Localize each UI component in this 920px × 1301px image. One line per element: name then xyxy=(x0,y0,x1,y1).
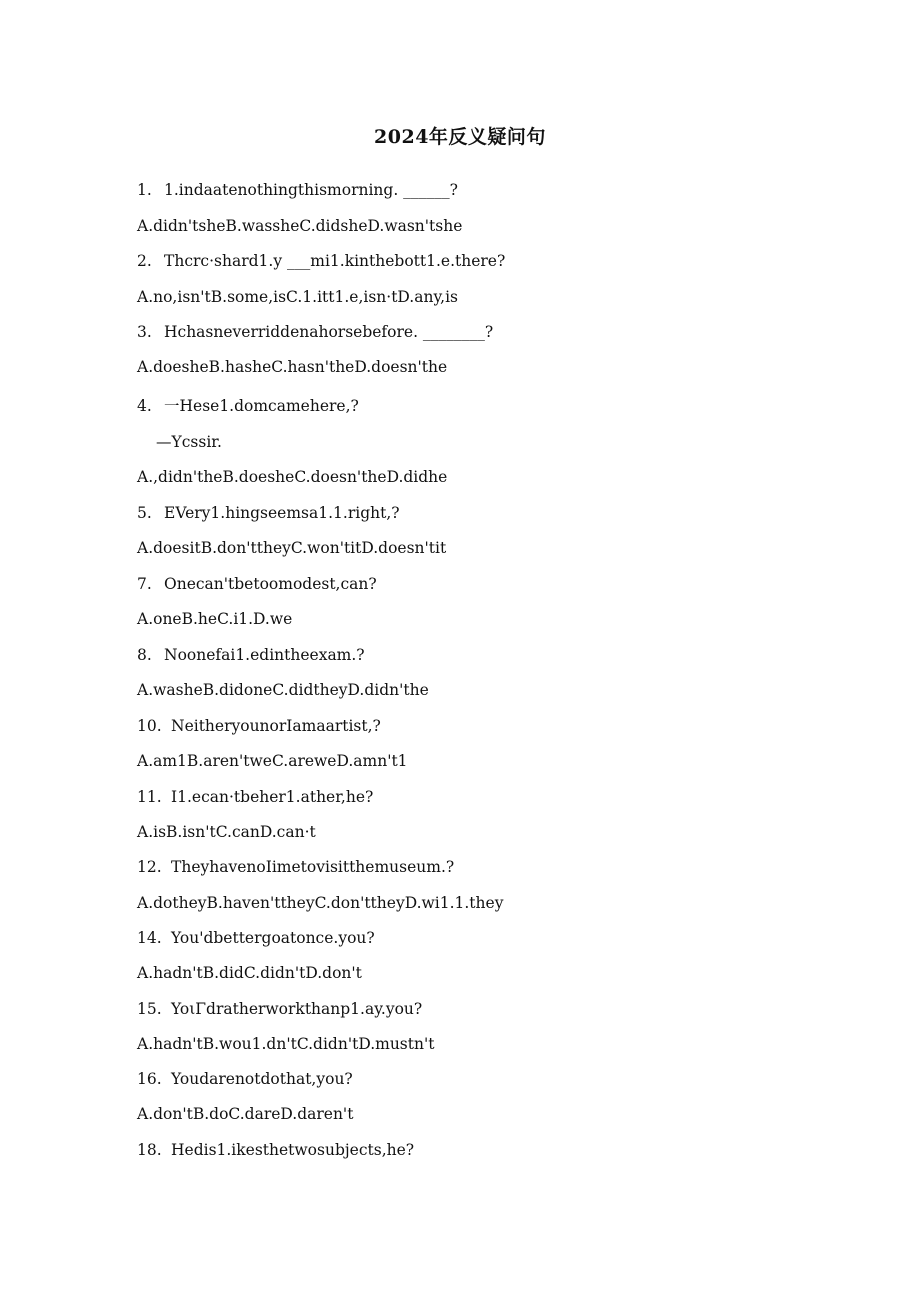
question-4-options: A.,didn'theB.doesheC.doesn'theD.didhe xyxy=(137,468,448,486)
question-16 xyxy=(137,1069,353,1089)
question-number: 5. xyxy=(137,504,152,522)
question-number: 1. xyxy=(137,181,152,199)
question-number: 4. xyxy=(137,397,152,415)
question-number: 8. xyxy=(137,646,152,664)
question-5-options: A.doesitB.don'ttheyC.won'titD.doesn'tit xyxy=(137,539,447,557)
question-number: 16. xyxy=(137,1070,162,1088)
question-stem: Hedis1.ikesthetwosubjects,he? xyxy=(171,1141,415,1159)
question-3 xyxy=(137,322,493,342)
question-15 xyxy=(137,999,422,1019)
question-4-reply: —Ycssir. xyxy=(156,433,222,451)
question-number: 2. xyxy=(137,252,152,270)
question-11 xyxy=(137,787,373,807)
question-number: 12. xyxy=(137,858,162,876)
question-stem: Youdarenotdothat,you? xyxy=(171,1070,353,1088)
page-title: 2024年反义疑问句 xyxy=(374,126,546,148)
question-16-options: A.don'tB.doC.dareD.daren't xyxy=(137,1105,354,1123)
question-11-options: A.isB.isn'tC.canD.can·t xyxy=(137,823,316,841)
question-2 xyxy=(137,251,505,271)
question-stem: Onecan'tbetoomodest,can? xyxy=(164,575,377,593)
question-8 xyxy=(137,645,365,665)
question-number: 11. xyxy=(137,788,162,806)
question-7-options: A.oneB.heC.i1.D.we xyxy=(137,610,293,628)
question-3-options: A.doesheB.hasheC.hasn'theD.doesn'the xyxy=(137,358,448,376)
question-stem: 1.indaatenothingthismorning. ______? xyxy=(164,181,458,199)
question-10-options: A.am1B.aren'tweC.areweD.amn't1 xyxy=(137,752,408,770)
question-15-options: A.hadn'tB.wou1.dn'tC.didn'tD.mustn't xyxy=(137,1035,435,1053)
question-stem: Thcrc·shard1.y ___mi1.kinthebott1.e.there? xyxy=(164,252,506,270)
question-10 xyxy=(137,716,381,736)
question-stem: I1.ecan·tbeher1.ather,he? xyxy=(171,788,374,806)
question-12 xyxy=(137,857,454,877)
question-12-options: A.dotheyB.haven'ttheyC.don'ttheyD.wi1.1.they xyxy=(137,894,504,912)
question-7 xyxy=(137,574,377,594)
question-stem: 一Hese1.domcamehere,? xyxy=(164,397,359,415)
question-14-options: A.hadn'tB.didC.didn'tD.don't xyxy=(137,964,362,982)
question-14 xyxy=(137,928,375,948)
question-4 xyxy=(137,396,359,416)
question-number: 3. xyxy=(137,323,152,341)
question-number: 7. xyxy=(137,575,152,593)
question-stem: TheyhavenoIimetovisitthemuseum.? xyxy=(171,858,455,876)
question-stem: Noonefai1.edintheexam.? xyxy=(164,646,365,664)
question-2-options: A.no,isn'tB.some,isC.1.itt1.e,isn·tD.any,is xyxy=(137,288,458,306)
question-stem: You'dbettergoatonce.you? xyxy=(171,929,375,947)
question-stem: YoιΓdratherworkthanp1.ay.you? xyxy=(171,1000,423,1018)
question-stem: Hchasneverriddenahorsebefore. ________? xyxy=(164,323,494,341)
question-stem: EVery1.hingseemsa1.1.right,? xyxy=(164,504,400,522)
question-1 xyxy=(137,180,458,200)
question-8-options: A.washeB.didoneC.didtheyD.didn'the xyxy=(137,681,429,699)
question-stem: NeitheryounorIamaartist,? xyxy=(171,717,381,735)
question-18 xyxy=(137,1140,414,1160)
question-5 xyxy=(137,503,400,523)
question-number: 14. xyxy=(137,929,162,947)
question-number: 10. xyxy=(137,717,162,735)
question-number: 18. xyxy=(137,1141,162,1159)
question-number: 15. xyxy=(137,1000,162,1018)
question-1-options: A.didn'tsheB.wassheC.didsheD.wasn'tshe xyxy=(137,217,463,235)
